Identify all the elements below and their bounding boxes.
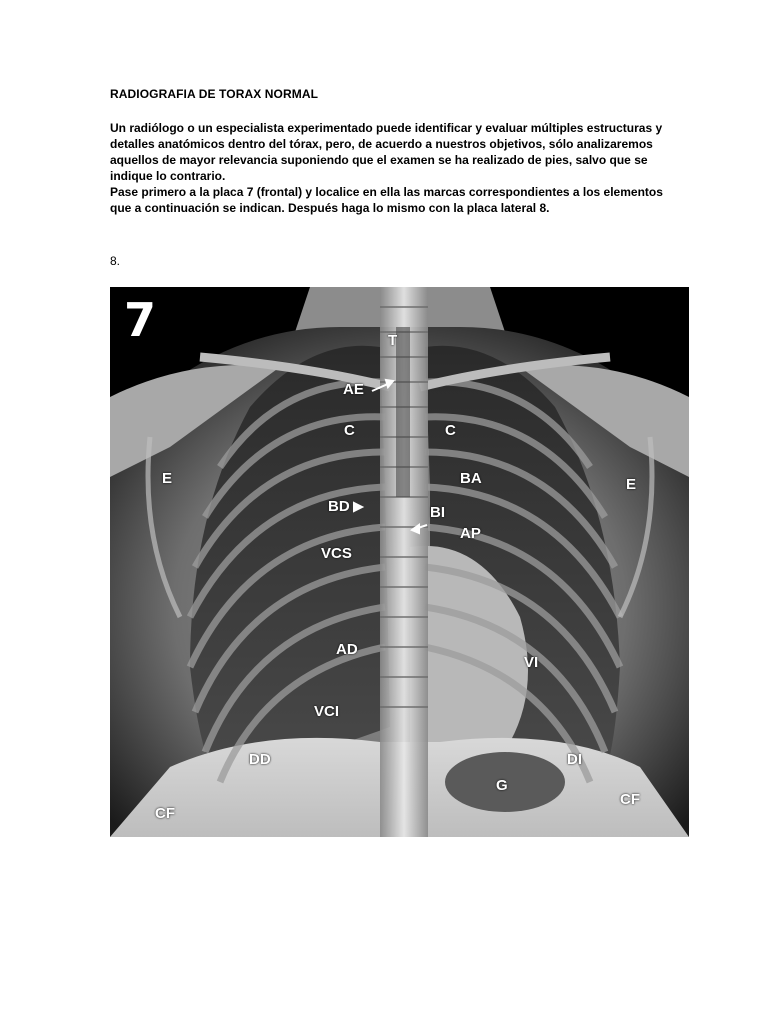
label-c-left: C <box>445 422 456 439</box>
plate-number: 7 <box>124 293 157 347</box>
label-t: T <box>388 332 398 349</box>
label-vci: VCI <box>314 703 340 720</box>
label-ap: AP <box>460 525 481 542</box>
document-title: RADIOGRAFIA DE TORAX NORMAL <box>110 87 319 101</box>
label-e-left: E <box>626 476 637 493</box>
label-ba: BA <box>460 470 482 487</box>
label-vcs: VCS <box>321 545 352 562</box>
xray-drawing <box>110 287 689 837</box>
label-ad: AD <box>336 641 358 658</box>
label-c-right: C <box>344 422 355 439</box>
label-e-right: E <box>162 470 173 487</box>
intro-paragraph-1: Un radiólogo o un especialista experimentado puede identificar y evaluar múltiples estructuras y detalles anatómicos dentro del tórax, pero, de acuerdo a nuestros objetivos, sólo analizaremos aquellos de mayor relevancia suponiendo que el examen se ha realizado de pies, salvo que se indique lo contrario. <box>110 121 663 183</box>
label-cf-right: CF <box>155 805 175 822</box>
intro-paragraph-2: Pase primero a la placa 7 (frontal) y localice en ella las marcas correspondientes a los elementos que a continuación se indican. Después haga lo mismo con la placa lateral 8. <box>110 185 663 215</box>
label-bi: BI <box>430 504 445 521</box>
figure-number: 8. <box>110 254 121 268</box>
label-cf-left: CF <box>620 791 640 808</box>
label-vi: VI <box>524 654 539 671</box>
label-dd: DD <box>249 751 271 768</box>
label-g: G <box>496 777 508 794</box>
intro-text <box>110 120 670 216</box>
label-bd: BD <box>328 498 350 515</box>
label-ae: AE <box>343 381 364 398</box>
label-di: DI <box>567 751 582 768</box>
chest-xray-image <box>110 287 689 837</box>
